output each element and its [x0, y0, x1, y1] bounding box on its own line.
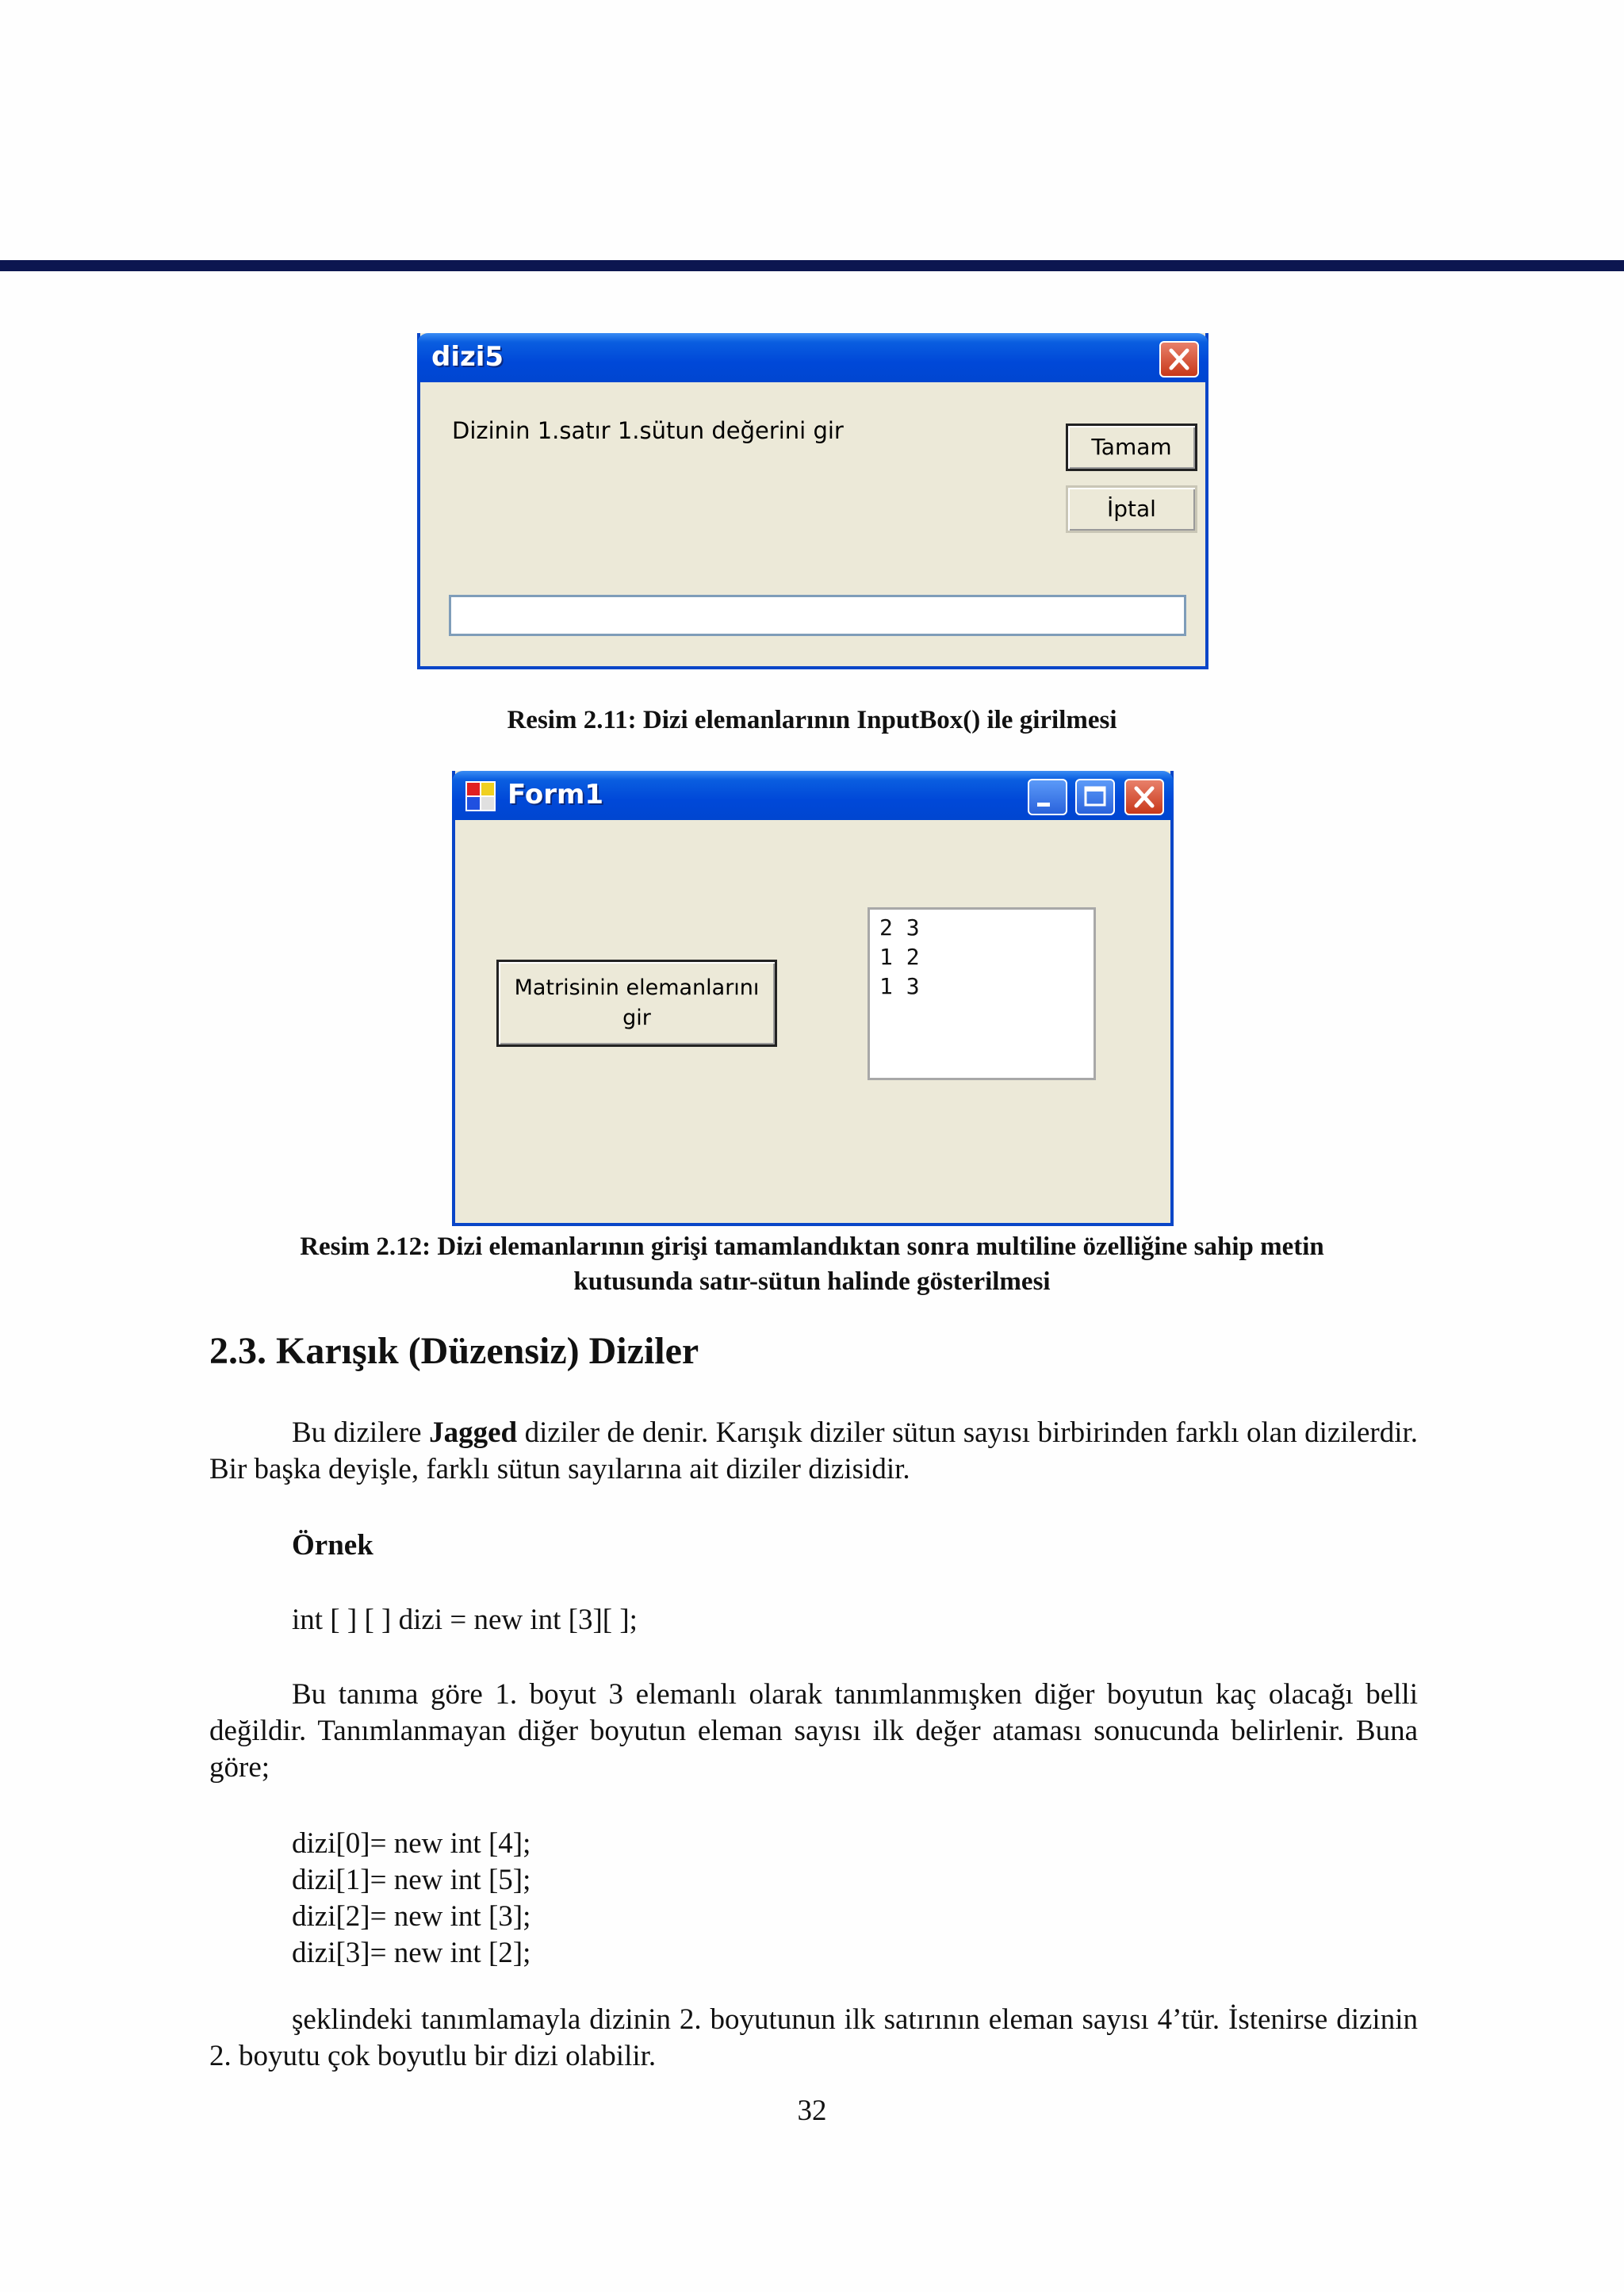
textbox-line: 1 2: [879, 944, 920, 970]
maximize-icon: [1077, 780, 1113, 814]
form1-title: Form1: [508, 779, 604, 811]
textbox-line: 2 3: [879, 914, 920, 941]
close-icon: [1126, 780, 1162, 814]
para1-bold: Jagged: [429, 1416, 518, 1449]
para1-before: Bu dizilere: [292, 1416, 430, 1449]
inputbox-field[interactable]: [449, 595, 1186, 636]
paragraph-jagged: [209, 1415, 1418, 1488]
cancel-button[interactable]: İptal: [1066, 485, 1197, 533]
dialog-titlebar[interactable]: [417, 333, 1208, 382]
close-icon: [1161, 343, 1197, 376]
maximize-button[interactable]: [1075, 779, 1115, 815]
minimize-button[interactable]: [1028, 779, 1067, 815]
paragraph-explanation: [209, 1677, 1418, 1786]
button-label-line1: Matrisinin elemanlarını: [514, 975, 760, 1000]
caption-line: kutusunda satır-sütun halinde gösterilmesi: [573, 1267, 1051, 1296]
example-label: Örnek: [292, 1529, 373, 1562]
para2-text: Bu tanıma göre 1. boyut 3 elemanlı olarak tanımlanmışken diğer boyutun kaç olacağı belli değildir. Tanımlanmayan diğer boyutun eleman sayısı ilk değer ataması sonucunda belirlenir. Buna göre;: [209, 1678, 1418, 1784]
para1-after: diziler de denir. Karışık diziler sütun sayısı birbirinden farklı olan dizilerdir. Bir başka deyişle, farklı sütun sayılarına ait diziler dizisidir.: [209, 1416, 1418, 1485]
form1-window: [452, 771, 1174, 1226]
header-rule: [0, 260, 1624, 271]
code-block: [292, 1826, 530, 1972]
button-label-line2: gir: [622, 1006, 651, 1030]
enter-matrix-button[interactable]: [496, 960, 777, 1047]
para3-text: şeklindeki tanımlamayla dizinin 2. boyutunun ilk satırının eleman sayısı 4’tür. İstenirse dizinin 2. boyutu çok boyutlu bir dizi olabilir.: [209, 2003, 1418, 2072]
form1-titlebar[interactable]: [452, 771, 1174, 820]
code-line: dizi[0]= new int [4];: [292, 1827, 531, 1860]
close-button[interactable]: [1159, 341, 1199, 378]
close-button[interactable]: [1124, 779, 1164, 815]
figure-caption-2-12: [0, 1229, 1624, 1299]
paragraph-conclusion: [209, 2002, 1418, 2075]
code-line: dizi[2]= new int [3];: [292, 1900, 531, 1933]
caption-line: Resim 2.12: Dizi elemanlarının girişi tamamlandıktan sonra multiline özelliğine sahip metin: [300, 1232, 1324, 1261]
inputbox-dialog: [417, 333, 1208, 669]
section-heading: 2.3. Karışık (Düzensiz) Diziler: [209, 1330, 699, 1372]
dialog-prompt: Dizinin 1.satır 1.sütun değerini gir: [452, 417, 844, 444]
minimize-icon: [1029, 780, 1066, 814]
code-line: dizi[3]= new int [2];: [292, 1937, 531, 1969]
textbox-line: 1 3: [879, 973, 920, 999]
code-declaration: int [ ] [ ] dizi = new int [3][ ];: [292, 1604, 638, 1636]
ok-button[interactable]: Tamam: [1066, 424, 1197, 471]
multiline-textbox[interactable]: [868, 907, 1096, 1080]
code-line: dizi[1]= new int [5];: [292, 1864, 531, 1896]
page-number: 32: [797, 2095, 827, 2127]
dialog-title: dizi5: [431, 341, 504, 373]
form-icon: [463, 779, 498, 814]
figure-caption-2-11: Resim 2.11: Dizi elemanlarının InputBox() ile girilmesi: [507, 706, 1117, 734]
